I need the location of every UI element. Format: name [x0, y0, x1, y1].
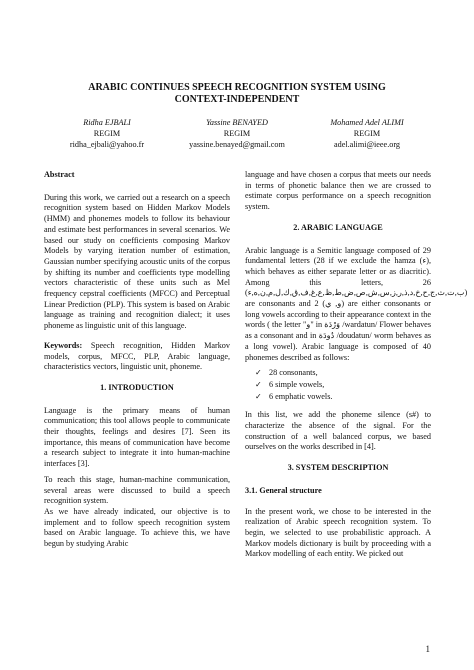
page-number: 1 [425, 644, 430, 654]
author-1 [40, 117, 174, 150]
keywords-text: Speech recognition, Hidden Markov models, corpus, MFCC, PLP, Arabic language, characteristics vectors, linguistic unit, phoneme. [44, 340, 230, 372]
system-description-heading: 3. SYSTEM DESCRIPTION [287, 463, 389, 473]
author-email: yassine.benayed@gmail.com [189, 140, 285, 149]
title-line-2: CONTEXT-INDEPENDENT [174, 94, 300, 105]
phoneme-list [245, 368, 431, 402]
list-item [255, 392, 431, 403]
paper-title [40, 82, 434, 106]
author-email: adel.alimi@ieee.org [333, 140, 401, 149]
list-item-text: 28 consonants, [269, 368, 318, 378]
right-column [245, 170, 468, 565]
check-icon: ✓ [255, 391, 262, 401]
author-name: Ridha EJBALI [83, 118, 131, 127]
list-item-text: 6 simple vowels, [269, 379, 325, 389]
abstract-text: During this work, we carried out a research on a speech recognition system based on Hidden Markov Models (HMM) and phonemes models to follow its behaviour and estimate best performances in several scenarios. We based our study on coefficients composing Markov Models by varying iteration number of estimation, Gaussian number specifying acoustic units of the corpus by shifting its number and coefficients type modelling vectors characteristic of these units such as Mel frequency cepstral coefficients (MFCC) and Perceptual Linear Prediction (PLP). This system is based on Arabic language as training and recognition dialect; it uses phoneme as linguistic unit of this language. [44, 192, 230, 331]
keywords-label: Keywords: [44, 340, 83, 350]
author-name: Yassine BENAYED [206, 118, 268, 127]
check-icon: ✓ [255, 368, 262, 378]
list-item [255, 368, 431, 379]
author-2 [170, 117, 304, 150]
author-affiliation: REGIM [353, 129, 381, 138]
author-3 [300, 117, 434, 150]
author-name: Mohamed Adel ALIMI [330, 118, 404, 127]
arabic-paragraph-1: Arabic language is a Semitic language composed of 29 fundamental letters (28 if we exclude the hamza (ء), which behaves as either separate letter or as diacritic). Among this letters, 26 (ب,ت,ث,ج,ح,خ,د,ذ,ر,ز,س,ش,ص,ض,ط,ظ,ع,غ,ف,ق,ك,ل,م,ن,ه,ء) are consonants and 2 (و, ي) are either consonants or long vowels according to their appearance context in the words ( the letter "و" in وَرْدَة /wardatun/ Flower behaves as a consonant and in دُودَة /doudatun/ worm behaves as a long vowel). Arabic language is composed of 40 phonemes described as follows: [245, 245, 468, 362]
check-icon: ✓ [255, 379, 262, 389]
list-item [255, 380, 431, 391]
author-affiliation: REGIM [93, 129, 121, 138]
general-structure-heading: 3.1. General structure [245, 485, 322, 495]
general-paragraph-1: In the present work, we chose to be interested in the realization of Arabic speech recognition system. To begin, we selected to use probabilistic approach. A Markov models dictionary is built by proceeding with a Markov modelling of each entity. We picked out [245, 506, 431, 559]
title-line-1: ARABIC CONTINUES SPEECH RECOGNITION SYSTEM USING [88, 82, 386, 93]
continued-text: language and have chosen a corpus that meets our needs in terms of phonetic balance then we are crossed to estimate corpus performance on a speech recognition system. [245, 170, 431, 212]
author-email: ridha_ejbali@yahoo.fr [69, 140, 145, 149]
intro-paragraph-1: Language is the primary means of human communication; this tool allows people to communicate their thoughts, feelings and desires [7]. Seen its importance, this means of communication have become a research subject to integrate it into human-machine interfaces [3]. [44, 405, 230, 469]
left-column [44, 170, 230, 555]
author-affiliation: REGIM [223, 129, 251, 138]
abstract-heading: Abstract [44, 170, 75, 179]
keywords [44, 341, 230, 373]
intro-paragraph-3: As we have already indicated, our objective is to implement and to follow speech recognition system based on Arabic language. To achieve this, we have begun by studying Arabic [44, 506, 230, 549]
list-item-text: 6 emphatic vowels. [269, 391, 333, 401]
arabic-language-heading: 2. ARABIC LANGUAGE [293, 222, 383, 232]
introduction-heading: 1. INTRODUCTION [100, 382, 174, 392]
arabic-paragraph-2: In this list, we add the phoneme silence (s#) to characterize the absence of the signal. For the construction of a well balanced corpus, we based ourselves on the works described in [4]. [245, 410, 431, 452]
intro-paragraph-2: To reach this stage, human-machine communication, several areas were discussed to build a speech recognition system. [44, 474, 230, 506]
